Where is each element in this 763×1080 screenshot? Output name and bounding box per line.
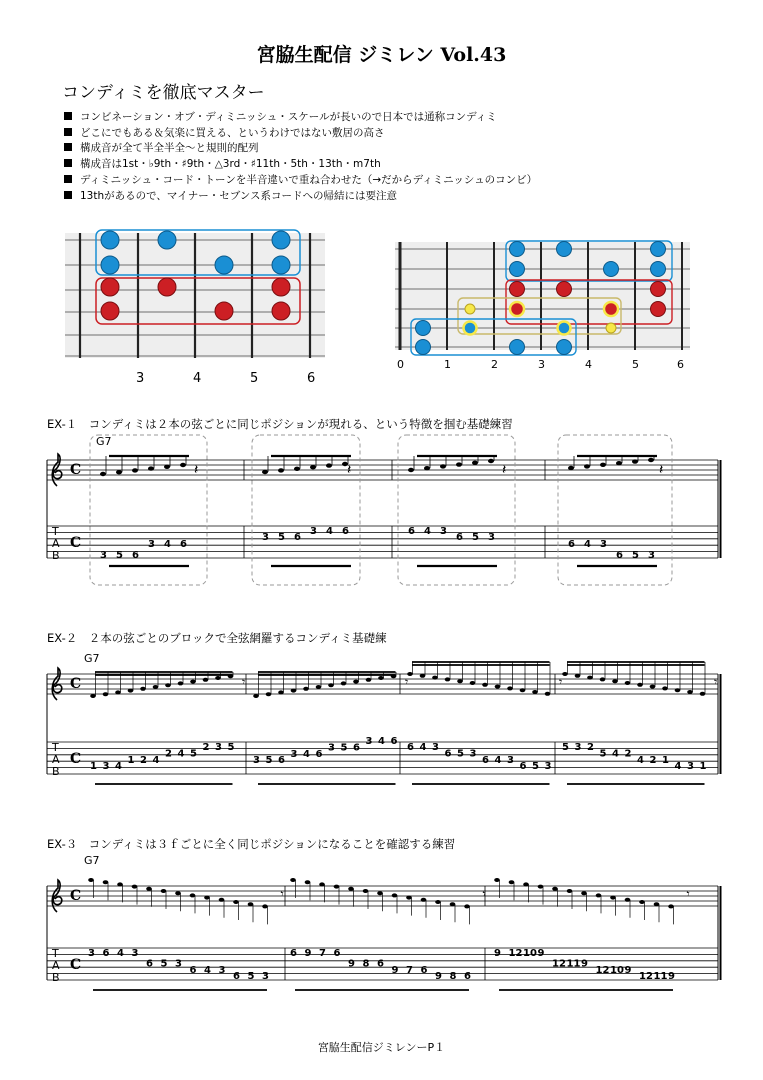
- notehead: [470, 681, 476, 685]
- fret-label: 4: [585, 358, 592, 371]
- fretboard-diagram-right: [395, 237, 690, 357]
- time-signature: C: [70, 888, 82, 904]
- tab-number: 6: [315, 748, 323, 760]
- tab-number: 3: [148, 539, 155, 550]
- notehead: [128, 689, 134, 693]
- notehead: [687, 690, 693, 694]
- notehead: [377, 891, 383, 895]
- notehead: [632, 459, 638, 463]
- fret-label: 4: [193, 371, 202, 386]
- notehead: [464, 904, 470, 908]
- notehead: [132, 885, 138, 889]
- tab-number: 6: [408, 526, 415, 537]
- notehead: [523, 882, 529, 886]
- notehead: [117, 882, 123, 886]
- tab-number: 3: [488, 532, 495, 543]
- tab-number: 5: [599, 748, 607, 760]
- time-signature: C: [70, 462, 82, 478]
- tab-number: 6: [390, 736, 398, 747]
- notehead: [363, 889, 369, 893]
- bullet-square-icon: [64, 128, 72, 136]
- notehead: [88, 878, 94, 882]
- tab-number: 3: [328, 742, 335, 754]
- tab-number: 4: [378, 736, 385, 747]
- fret-label: 5: [250, 371, 259, 386]
- tab-letter: T: [52, 741, 59, 754]
- notehead: [668, 904, 674, 908]
- tab-number: 3: [175, 958, 182, 970]
- tab-number: 3: [469, 748, 477, 760]
- tab-number: 9: [494, 948, 501, 959]
- notehead: [424, 466, 430, 470]
- tab-number: 4: [637, 754, 644, 766]
- tab-number: 4: [204, 964, 211, 976]
- ex2-title: EX-２ ２本の弦ごとのブロックで全弦網羅するコンディミ基礎練: [47, 631, 387, 645]
- rest-symbol: 𝄾: [559, 675, 563, 689]
- notehead: [310, 465, 316, 469]
- notehead: [625, 898, 631, 902]
- page-subtitle: コンディミを徹底マスター: [62, 83, 265, 103]
- notehead: [294, 467, 300, 471]
- notehead: [90, 694, 96, 698]
- notehead: [278, 468, 284, 472]
- notehead: [262, 904, 268, 908]
- tab-number: 9: [348, 958, 355, 970]
- tab-letter: T: [52, 525, 59, 538]
- notehead: [262, 470, 268, 474]
- tab-number: 5: [340, 742, 348, 754]
- tab-number: 6: [290, 948, 297, 959]
- notehead: [456, 462, 462, 466]
- notehead: [700, 692, 706, 696]
- notehead: [253, 694, 259, 698]
- notehead: [103, 692, 109, 696]
- tab-number: 3: [88, 948, 95, 959]
- rest-symbol: 𝄾: [714, 675, 718, 689]
- fret-label: 6: [677, 358, 684, 371]
- notehead: [180, 463, 186, 467]
- tab-letter: A: [52, 753, 60, 766]
- notehead: [328, 683, 334, 687]
- tab-number: 3: [600, 539, 607, 550]
- notehead: [568, 466, 574, 470]
- tab-letter: A: [52, 537, 60, 550]
- fretboard-diagram-left: [60, 228, 330, 368]
- tab-number: 6: [568, 539, 575, 550]
- chord-symbol: G7: [84, 854, 100, 867]
- notehead: [581, 891, 587, 895]
- bullet-square-icon: [64, 143, 72, 151]
- tab-number: 6: [616, 550, 623, 561]
- notehead: [650, 685, 656, 689]
- notehead: [575, 674, 581, 678]
- notehead: [316, 685, 322, 689]
- tab-number: 5: [265, 755, 273, 767]
- bullet-square-icon: [64, 191, 72, 199]
- tab-number: 9: [537, 948, 545, 959]
- fret-label: 1: [444, 358, 451, 371]
- notehead: [353, 680, 359, 684]
- tab-number: 3: [215, 742, 222, 753]
- tab-number: 4: [152, 754, 160, 766]
- notehead: [610, 896, 616, 900]
- fret-label: 0: [397, 358, 404, 371]
- tab-number: 3: [290, 748, 298, 760]
- tab-number: 6: [464, 971, 471, 983]
- rest-symbol: 𝄾: [405, 675, 409, 689]
- tab-number: 6: [519, 761, 527, 773]
- tab-number: 12: [508, 948, 523, 959]
- tab-number: 6: [377, 958, 384, 970]
- time-signature: C: [70, 676, 82, 692]
- fret-label: 6: [307, 371, 316, 386]
- notehead: [654, 902, 660, 906]
- tab-number: 5: [472, 532, 479, 543]
- rest-symbol: 𝄽: [502, 462, 507, 478]
- notehead: [532, 690, 538, 694]
- tab-number: 12: [639, 971, 653, 983]
- notehead: [435, 900, 441, 904]
- tab-number: 4: [177, 748, 185, 760]
- tab-letter: T: [52, 947, 59, 960]
- tab-number: 12: [595, 964, 610, 976]
- notehead: [233, 900, 239, 904]
- notehead: [596, 893, 602, 897]
- notehead: [278, 690, 284, 694]
- notehead: [625, 681, 631, 685]
- tab-number: 9: [391, 964, 399, 976]
- tab-number: 6: [353, 742, 360, 754]
- tab-number: 10: [523, 948, 537, 959]
- tab-number: 6: [102, 948, 110, 959]
- notehead: [440, 464, 446, 468]
- tab-number: 9: [668, 971, 675, 983]
- rest-symbol: 𝄽: [194, 462, 199, 478]
- notehead: [115, 690, 121, 694]
- notehead: [146, 887, 152, 891]
- notehead: [408, 468, 414, 472]
- notehead: [305, 880, 311, 884]
- tab-number: 2: [587, 742, 594, 753]
- bullet-item: 構成音が全て半全半全〜と規則的配列: [64, 141, 537, 157]
- bullet-square-icon: [64, 159, 72, 167]
- tab-number: 6: [342, 526, 349, 537]
- tab-number: 4: [674, 761, 682, 773]
- notehead: [488, 459, 494, 463]
- notehead: [164, 465, 170, 469]
- notehead: [545, 692, 551, 696]
- notehead: [215, 676, 221, 680]
- notehead: [161, 889, 167, 893]
- notehead: [291, 689, 297, 693]
- notehead: [648, 458, 654, 462]
- tab-letter: A: [52, 959, 60, 972]
- fret-label: 2: [491, 358, 498, 371]
- tab-number: 5: [227, 742, 235, 753]
- notehead: [482, 683, 488, 687]
- tab-number: 8: [449, 971, 457, 983]
- bullet-item: コンビネーション・オブ・ディミニッシュ・スケールが長いので日本では通称コンディミ: [64, 110, 537, 126]
- tab-number: 6: [420, 964, 428, 976]
- notehead: [140, 687, 146, 691]
- tab-number: 5: [562, 742, 569, 753]
- tab-number: 6: [132, 550, 139, 561]
- notehead: [562, 672, 568, 676]
- tab-number: 5: [190, 748, 197, 760]
- notehead: [406, 896, 412, 900]
- notehead: [203, 678, 209, 682]
- notehead: [472, 461, 478, 465]
- tab-number: 3: [687, 761, 694, 773]
- notehead: [219, 898, 225, 902]
- notehead: [248, 902, 254, 906]
- tab-number: 3: [262, 971, 269, 983]
- tab-letter: B: [52, 549, 60, 562]
- notehead: [552, 887, 558, 891]
- notehead: [175, 891, 181, 895]
- tab-number: 4: [424, 526, 431, 537]
- tab-number: 8: [362, 958, 370, 970]
- notehead: [165, 683, 171, 687]
- rest-symbol: 𝄽: [347, 462, 352, 478]
- tab-number: 4: [494, 754, 502, 766]
- bullet-item: 構成音は1st・♭9th・♯9th・△3rd・♯11th・5th・13th・m7th: [64, 157, 537, 173]
- bullet-item: 13thがあるので、マイナー・セブンス系コードへの帰結には要注意: [64, 189, 537, 205]
- bullet-square-icon: [64, 112, 72, 120]
- tab-number: 1: [699, 761, 707, 773]
- tab-number: 9: [624, 964, 632, 976]
- notehead: [190, 680, 196, 684]
- notehead: [457, 679, 463, 683]
- rest-symbol: 𝄾: [482, 887, 486, 901]
- notehead: [148, 466, 154, 470]
- bullet-list: [64, 110, 537, 204]
- notehead: [584, 464, 590, 468]
- tab-number: 9: [581, 958, 588, 970]
- tab-number: 4: [419, 742, 427, 753]
- tab-number: 5: [278, 532, 285, 543]
- notehead: [639, 900, 645, 904]
- notehead: [675, 688, 681, 692]
- rest-symbol: 𝄾: [242, 675, 246, 689]
- tab-letter: B: [52, 765, 60, 778]
- ex3-system: [0, 850, 763, 1000]
- notehead: [509, 880, 515, 884]
- tab-number: 2: [140, 754, 147, 766]
- time-signature: C: [70, 751, 82, 767]
- tab-number: 7: [406, 964, 413, 976]
- tab-number: 1: [90, 761, 97, 773]
- tab-number: 3: [218, 964, 226, 976]
- fret-label: 3: [136, 371, 145, 386]
- tab-number: 3: [544, 761, 552, 773]
- tab-number: 3: [100, 550, 107, 561]
- notehead: [326, 463, 332, 467]
- rest-symbol: 𝄽: [659, 462, 664, 478]
- tab-number: 10: [610, 964, 624, 976]
- tab-number: 3: [102, 761, 110, 773]
- tab-number: 6: [333, 948, 341, 959]
- tab-number: 4: [584, 539, 591, 550]
- notehead: [153, 685, 159, 689]
- page-footer: 宮脇生配信ジミレンーP１: [317, 1041, 446, 1054]
- notehead: [303, 687, 309, 691]
- ex2-system: [0, 644, 763, 794]
- ex1-title: EX-１ コンディミは２本の弦ごとに同じポジションが現れる、という特徴を掴む基礎練習: [47, 417, 513, 431]
- notehead: [407, 672, 413, 676]
- notehead: [103, 880, 109, 884]
- tab-number: 5: [160, 958, 168, 970]
- tab-number: 3: [262, 532, 269, 543]
- tab-number: 3: [507, 754, 514, 766]
- bullet-item: どこにでもある＆気楽に買える、というわけではない敷居の高さ: [64, 126, 537, 142]
- notehead: [520, 688, 526, 692]
- notehead: [495, 685, 501, 689]
- notehead: [266, 692, 272, 696]
- page-title: 宮脇生配信 ジミレン Vol.43: [256, 44, 507, 66]
- notehead: [290, 878, 296, 882]
- tab-number: 3: [432, 742, 439, 753]
- tab-number: 1: [662, 754, 669, 766]
- notehead: [348, 887, 354, 891]
- tab-number: 6: [294, 532, 301, 543]
- ex3-title: EX-３ コンディミは３ｆごとに全く同じポジションになることを確認する練習: [47, 837, 456, 851]
- tab-number: 4: [326, 526, 333, 537]
- tab-number: 6: [233, 971, 240, 983]
- tab-number: 3: [574, 742, 582, 753]
- tab-number: 6: [146, 958, 153, 970]
- notehead: [507, 686, 513, 690]
- tab-number: 6: [456, 532, 463, 543]
- notehead: [178, 681, 184, 685]
- notehead: [190, 893, 196, 897]
- bullet-item: ディミニッシュ・コード・トーンを半音違いで重ね合わせた（→だからディミニッシュのコンビ）: [64, 173, 537, 189]
- notehead: [421, 898, 427, 902]
- notehead: [334, 885, 340, 889]
- chord-symbol: G7: [84, 652, 100, 665]
- time-signature: C: [70, 535, 82, 551]
- notehead: [341, 681, 347, 685]
- dashed-group-box: [558, 435, 672, 585]
- tab-number: 7: [319, 948, 326, 959]
- tab-number: 5: [116, 550, 123, 561]
- notehead: [432, 676, 438, 680]
- tab-number: 11: [566, 958, 581, 970]
- rest-symbol: 𝄾: [686, 887, 690, 901]
- notehead: [204, 896, 210, 900]
- tab-number: 5: [457, 748, 464, 760]
- chord-symbol: G7: [96, 435, 112, 448]
- fret-label: 5: [632, 358, 639, 371]
- dashed-group-box: [398, 435, 515, 585]
- tab-number: 4: [612, 748, 619, 760]
- notehead: [494, 878, 500, 882]
- tab-number: 2: [165, 748, 172, 760]
- tab-number: 2: [624, 748, 632, 760]
- notehead: [637, 683, 643, 687]
- tab-number: 4: [164, 539, 171, 550]
- fret-label: 3: [538, 358, 545, 371]
- tab-number: 2: [202, 742, 210, 753]
- notehead: [378, 676, 384, 680]
- notehead: [587, 676, 593, 680]
- tab-number: 2: [649, 754, 657, 766]
- dashed-group-box: [90, 435, 207, 585]
- tab-number: 6: [407, 742, 414, 753]
- tab-number: 3: [648, 550, 655, 561]
- rest-symbol: 𝄾: [280, 887, 284, 901]
- tab-number: 6: [180, 539, 187, 550]
- tab-number: 9: [304, 948, 312, 959]
- tab-number: 6: [189, 964, 197, 976]
- notehead: [538, 885, 544, 889]
- notehead: [132, 468, 138, 472]
- tab-number: 5: [632, 550, 639, 561]
- tab-number: 11: [653, 971, 668, 983]
- notehead: [366, 678, 372, 682]
- tab-number: 3: [440, 526, 447, 537]
- tab-number: 1: [127, 754, 135, 766]
- notehead: [319, 882, 325, 886]
- tab-number: 4: [303, 748, 310, 760]
- time-signature: C: [70, 957, 82, 973]
- tab-number: 3: [365, 736, 373, 747]
- tab-letter: B: [52, 971, 60, 984]
- notehead: [116, 470, 122, 474]
- tab-number: 4: [115, 761, 122, 773]
- notehead: [420, 674, 426, 678]
- tab-number: 5: [532, 761, 539, 773]
- notehead: [450, 902, 456, 906]
- tab-number: 6: [278, 755, 285, 767]
- tab-number: 3: [310, 526, 317, 537]
- ex1-system: [0, 430, 763, 590]
- notehead: [392, 893, 398, 897]
- notehead: [662, 686, 668, 690]
- notehead: [616, 461, 622, 465]
- tab-number: 4: [117, 948, 124, 959]
- tab-number: 9: [435, 971, 442, 983]
- tab-number: 12: [552, 958, 566, 970]
- tab-number: 3: [253, 755, 260, 767]
- tab-number: 5: [247, 971, 255, 983]
- notehead: [600, 463, 606, 467]
- tab-number: 3: [131, 948, 139, 959]
- notehead: [100, 472, 106, 476]
- notehead: [612, 679, 618, 683]
- notehead: [445, 677, 451, 681]
- notehead: [600, 677, 606, 681]
- notehead: [567, 889, 573, 893]
- tab-number: 6: [444, 748, 452, 760]
- tab-number: 6: [482, 754, 489, 766]
- bullet-square-icon: [64, 175, 72, 183]
